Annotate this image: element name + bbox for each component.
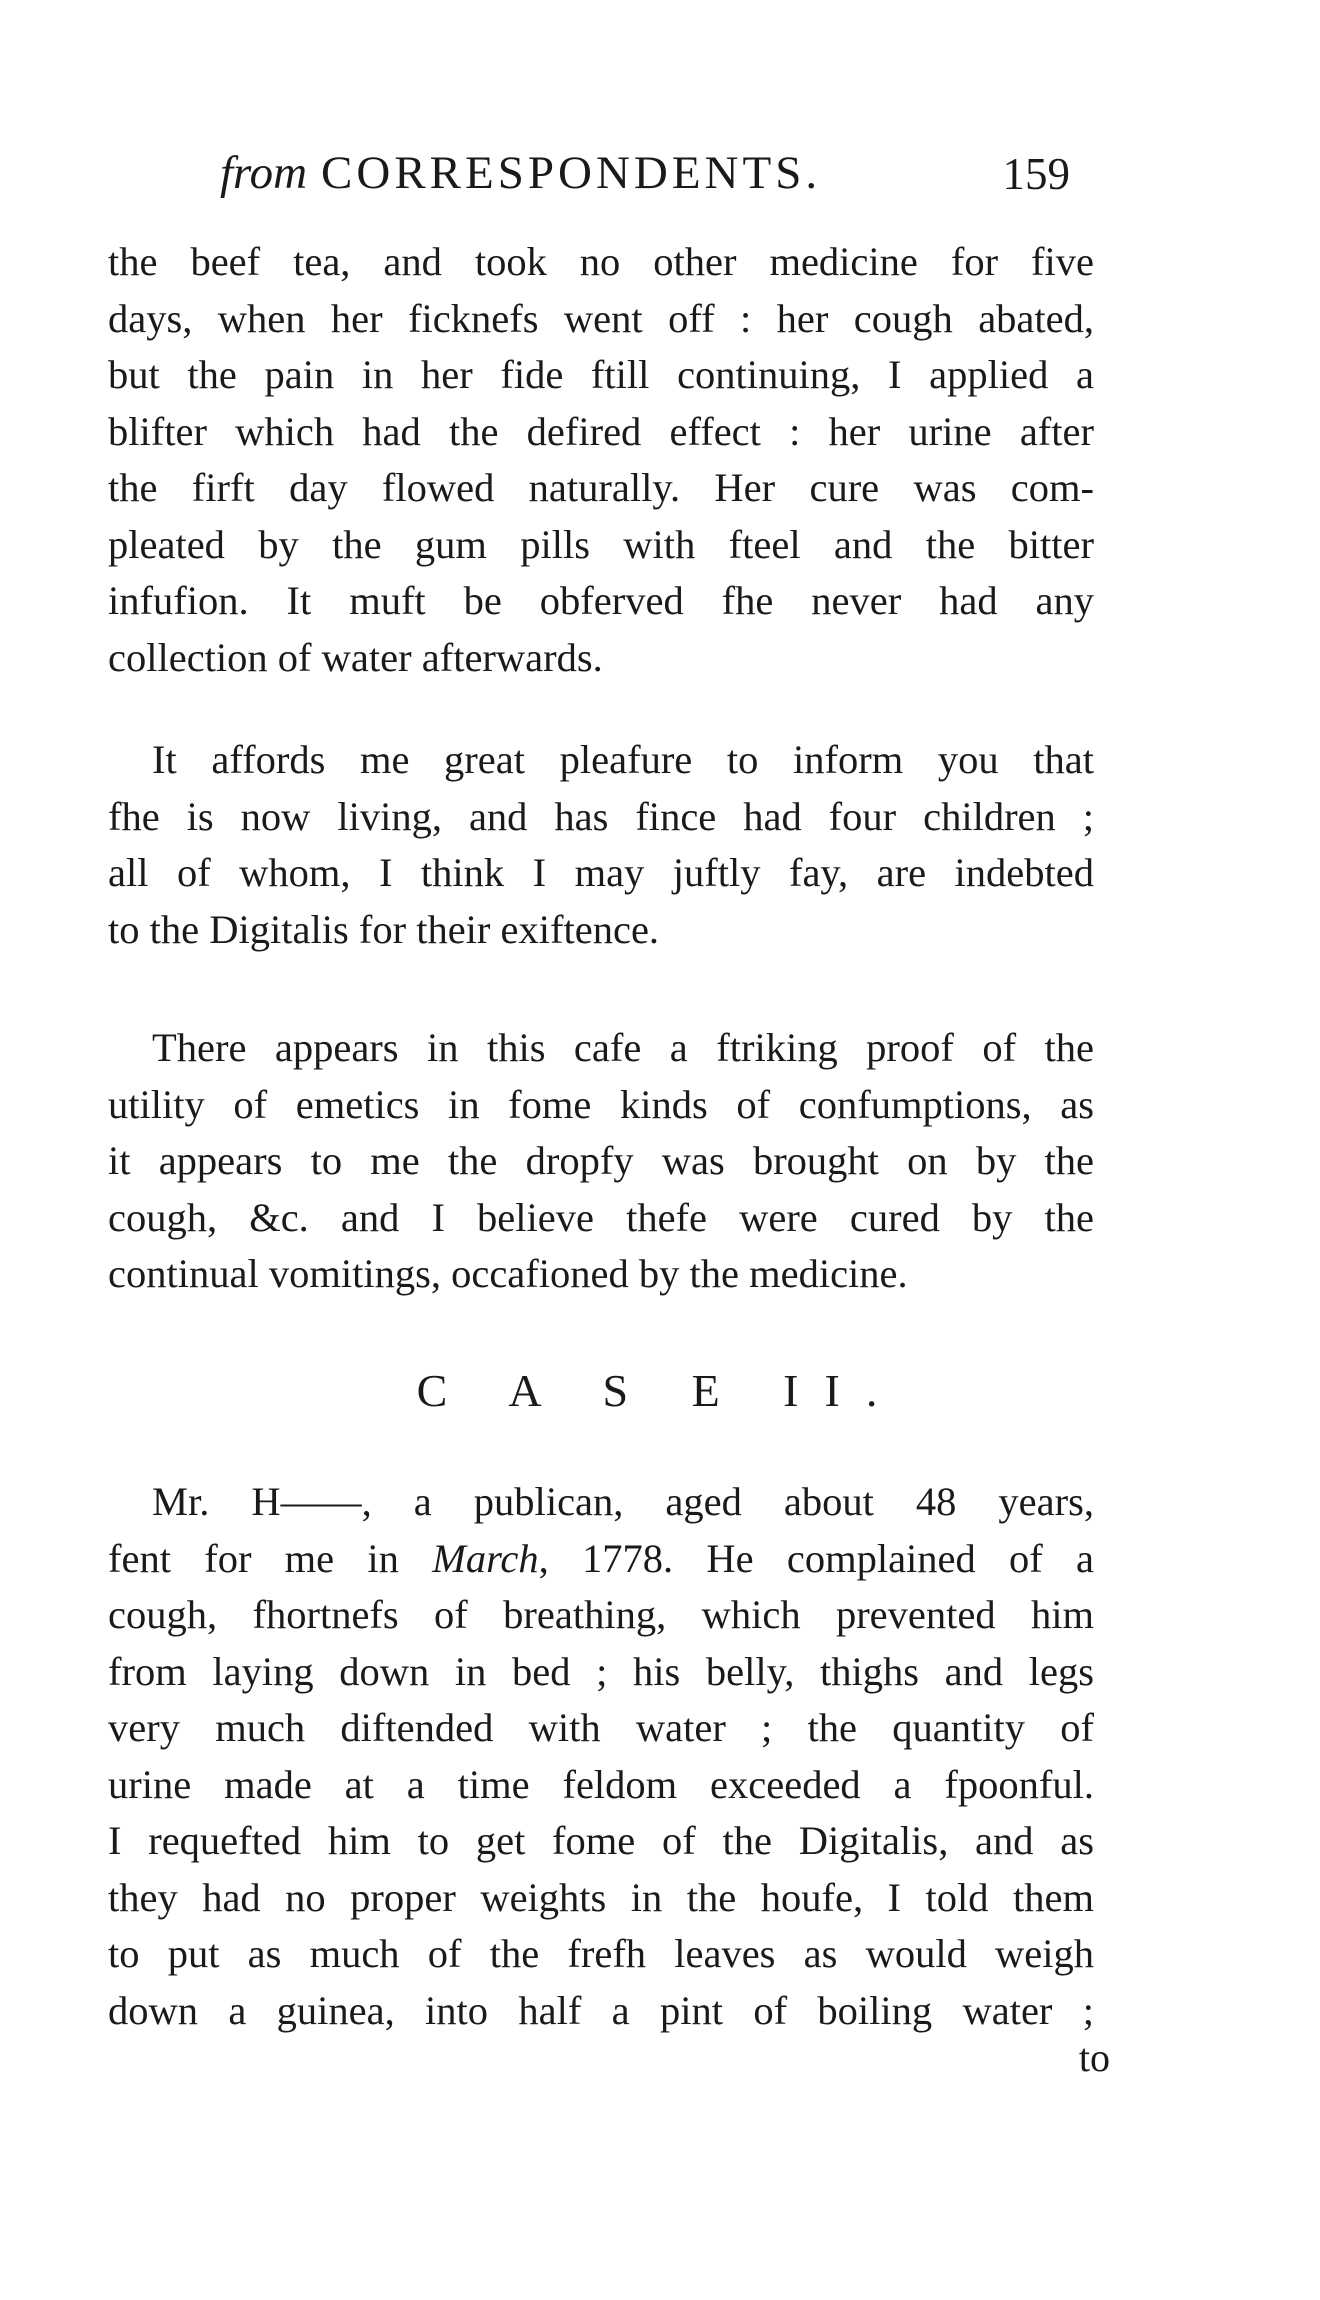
paragraph-2 (108, 732, 1094, 958)
text-line: collection of water afterwards. (108, 634, 603, 680)
text-line: to put as much of the frefh leaves as would weigh (108, 1931, 1094, 1976)
text-line: blifter which had the defired effect : her urine after (108, 408, 1094, 454)
paragraph-3 (108, 1020, 1094, 1303)
text-line: urine made at a time feldom exceeded a fpoonful. (108, 1761, 1094, 1807)
text-line: infufion. It muft be obferved fhe never had any (108, 578, 1094, 623)
text-line: it appears to me the dropfy was brought on by the (108, 1138, 1094, 1183)
page-number: 159 (1002, 149, 1070, 199)
text-line: to the Digitalis for their exiftence. (108, 906, 660, 952)
text-line: all of whom, I think I may juftly fay, are indebted (108, 850, 1094, 895)
text-line: very much diftended with water ; the quantity of (108, 1705, 1094, 1750)
text-line: There appears in this cafe a ftriking proof of the (152, 1025, 1094, 1070)
text-line: down a guinea, into half a pint of boiling water ; (108, 1987, 1094, 2033)
text-line (108, 1531, 1094, 1588)
italic-month: March (432, 1535, 539, 1581)
case-heading: C A S E II. (416, 1365, 904, 1416)
text-line: continual vomitings, occafioned by the medicine. (108, 1251, 908, 1296)
text-segment: , 1778. He complained of a (538, 1535, 1094, 1581)
text-line: pleated by the gum pills with fteel and the bitter (108, 521, 1094, 567)
running-head (110, 146, 1100, 206)
text-line: It affords me great pleafure to inform you that (152, 737, 1094, 782)
text-line: the firft day flowed naturally. Her cure was com- (108, 465, 1094, 510)
paragraph-1 (108, 234, 1094, 686)
paragraph-4 (108, 1474, 1094, 2039)
text-line: cough, fhortnefs of breathing, which prevented him (108, 1592, 1094, 1637)
running-title-italic: from (220, 147, 308, 199)
text-segment: fent for me in (108, 1535, 433, 1581)
running-title-text: CORRESPONDENTS. (321, 147, 822, 199)
running-title (220, 146, 821, 200)
text-line: they had no proper weights in the houfe, I told them (108, 1874, 1094, 1920)
text-line: the beef tea, and took no other medicine for five (108, 239, 1094, 284)
text-line: days, when her ficknefs went off : her cough abated, (108, 295, 1094, 341)
text-line: Mr. H——, a publican, aged about 48 years, (152, 1479, 1094, 1524)
text-line: fhe is now living, and has fince had four children ; (108, 793, 1094, 839)
text-line: cough, &c. and I believe thefe were cured by the (108, 1194, 1094, 1240)
text-line: but the pain in her fide ftill continuing, I applied a (108, 352, 1094, 397)
text-line: I requefted him to get fome of the Digitalis, and as (108, 1818, 1094, 1863)
text-line: from laying down in bed ; his belly, thighs and legs (108, 1648, 1094, 1694)
text-line: utility of emetics in fome kinds of confumptions, as (108, 1081, 1094, 1127)
catchword: to (1078, 2035, 1110, 2080)
